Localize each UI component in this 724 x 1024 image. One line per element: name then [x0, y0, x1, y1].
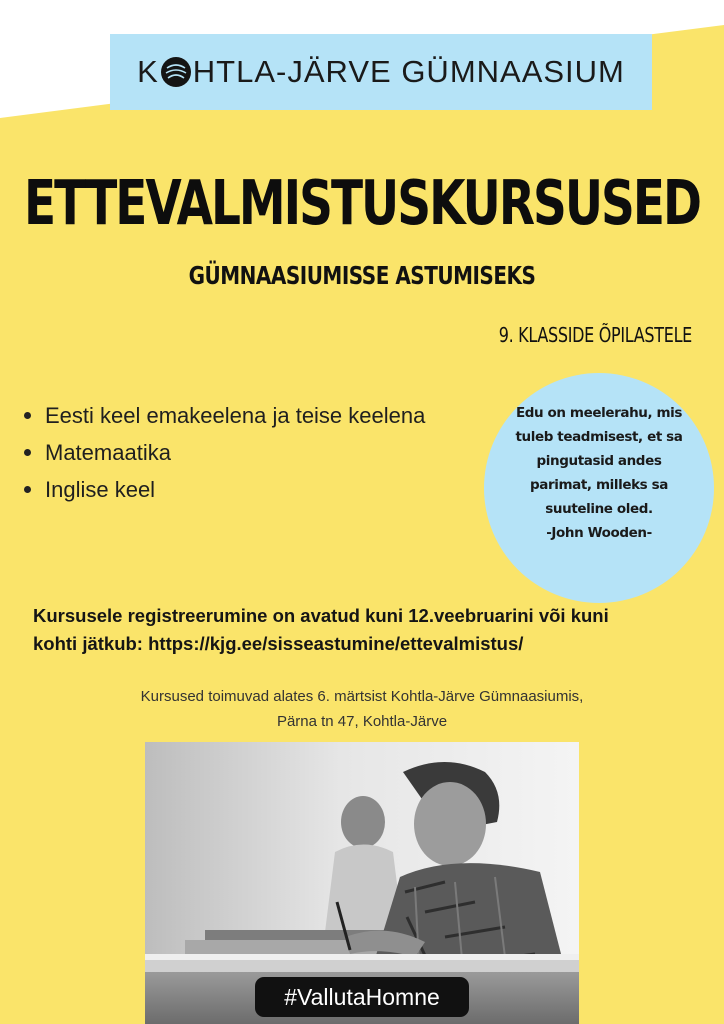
quote-line: suuteline oled.: [545, 501, 653, 517]
bullet-icon: [24, 412, 31, 419]
registration-info: [33, 602, 713, 658]
bullet-icon: [24, 486, 31, 493]
quote-bubble: [484, 373, 714, 603]
location-line: Pärna tn 47, Kohtla-Järve: [276, 713, 448, 730]
page-subtitle: GÜMNAASIUMISSE ASTUMISEKS: [188, 260, 536, 290]
course-list: [20, 397, 425, 508]
quote-text: [499, 401, 699, 545]
list-item: [20, 397, 425, 434]
registration-line: Kursusele registreerumine on avatud kuni 12.veebruarini või kuni: [33, 605, 609, 626]
list-item: [20, 471, 425, 508]
location-line: Kursused toimuvad alates 6. märtsist Kohtla-Järve Gümnaasiumis,: [140, 688, 584, 705]
logo-text-end: HTLA-JÄRVE GÜMNAASIUM: [192, 54, 625, 89]
registration-link-line[interactable]: kohti jätkub: https://kjg.ee/sisseastumine/ettevalmistus/: [33, 633, 524, 654]
quote-line: tuleb teadmisest, et sa: [515, 429, 683, 445]
page-title: ETTEVALMISTUSKURSUSED: [23, 168, 701, 240]
school-logo-banner: [110, 34, 652, 110]
quote-line: Edu on meelerahu, mis: [515, 405, 683, 421]
target-audience: 9. KLASSIDE ÕPILASTELE: [498, 323, 692, 347]
quote-line: parimat, milleks sa: [530, 477, 668, 493]
quote-author: -John Wooden-: [546, 525, 652, 541]
quote-line: pingutasid andes: [536, 453, 662, 469]
school-emblem-icon: [160, 56, 192, 88]
list-item: [20, 434, 425, 471]
location-info: [0, 684, 724, 734]
course-label: Matemaatika: [45, 440, 171, 465]
hashtag-badge: #VallutaHomne: [255, 977, 469, 1017]
logo-text-start: K: [137, 54, 159, 89]
course-label: Inglise keel: [45, 477, 156, 502]
bullet-icon: [24, 449, 31, 456]
course-label: Eesti keel emakeelena ja teise keelena: [45, 403, 426, 428]
